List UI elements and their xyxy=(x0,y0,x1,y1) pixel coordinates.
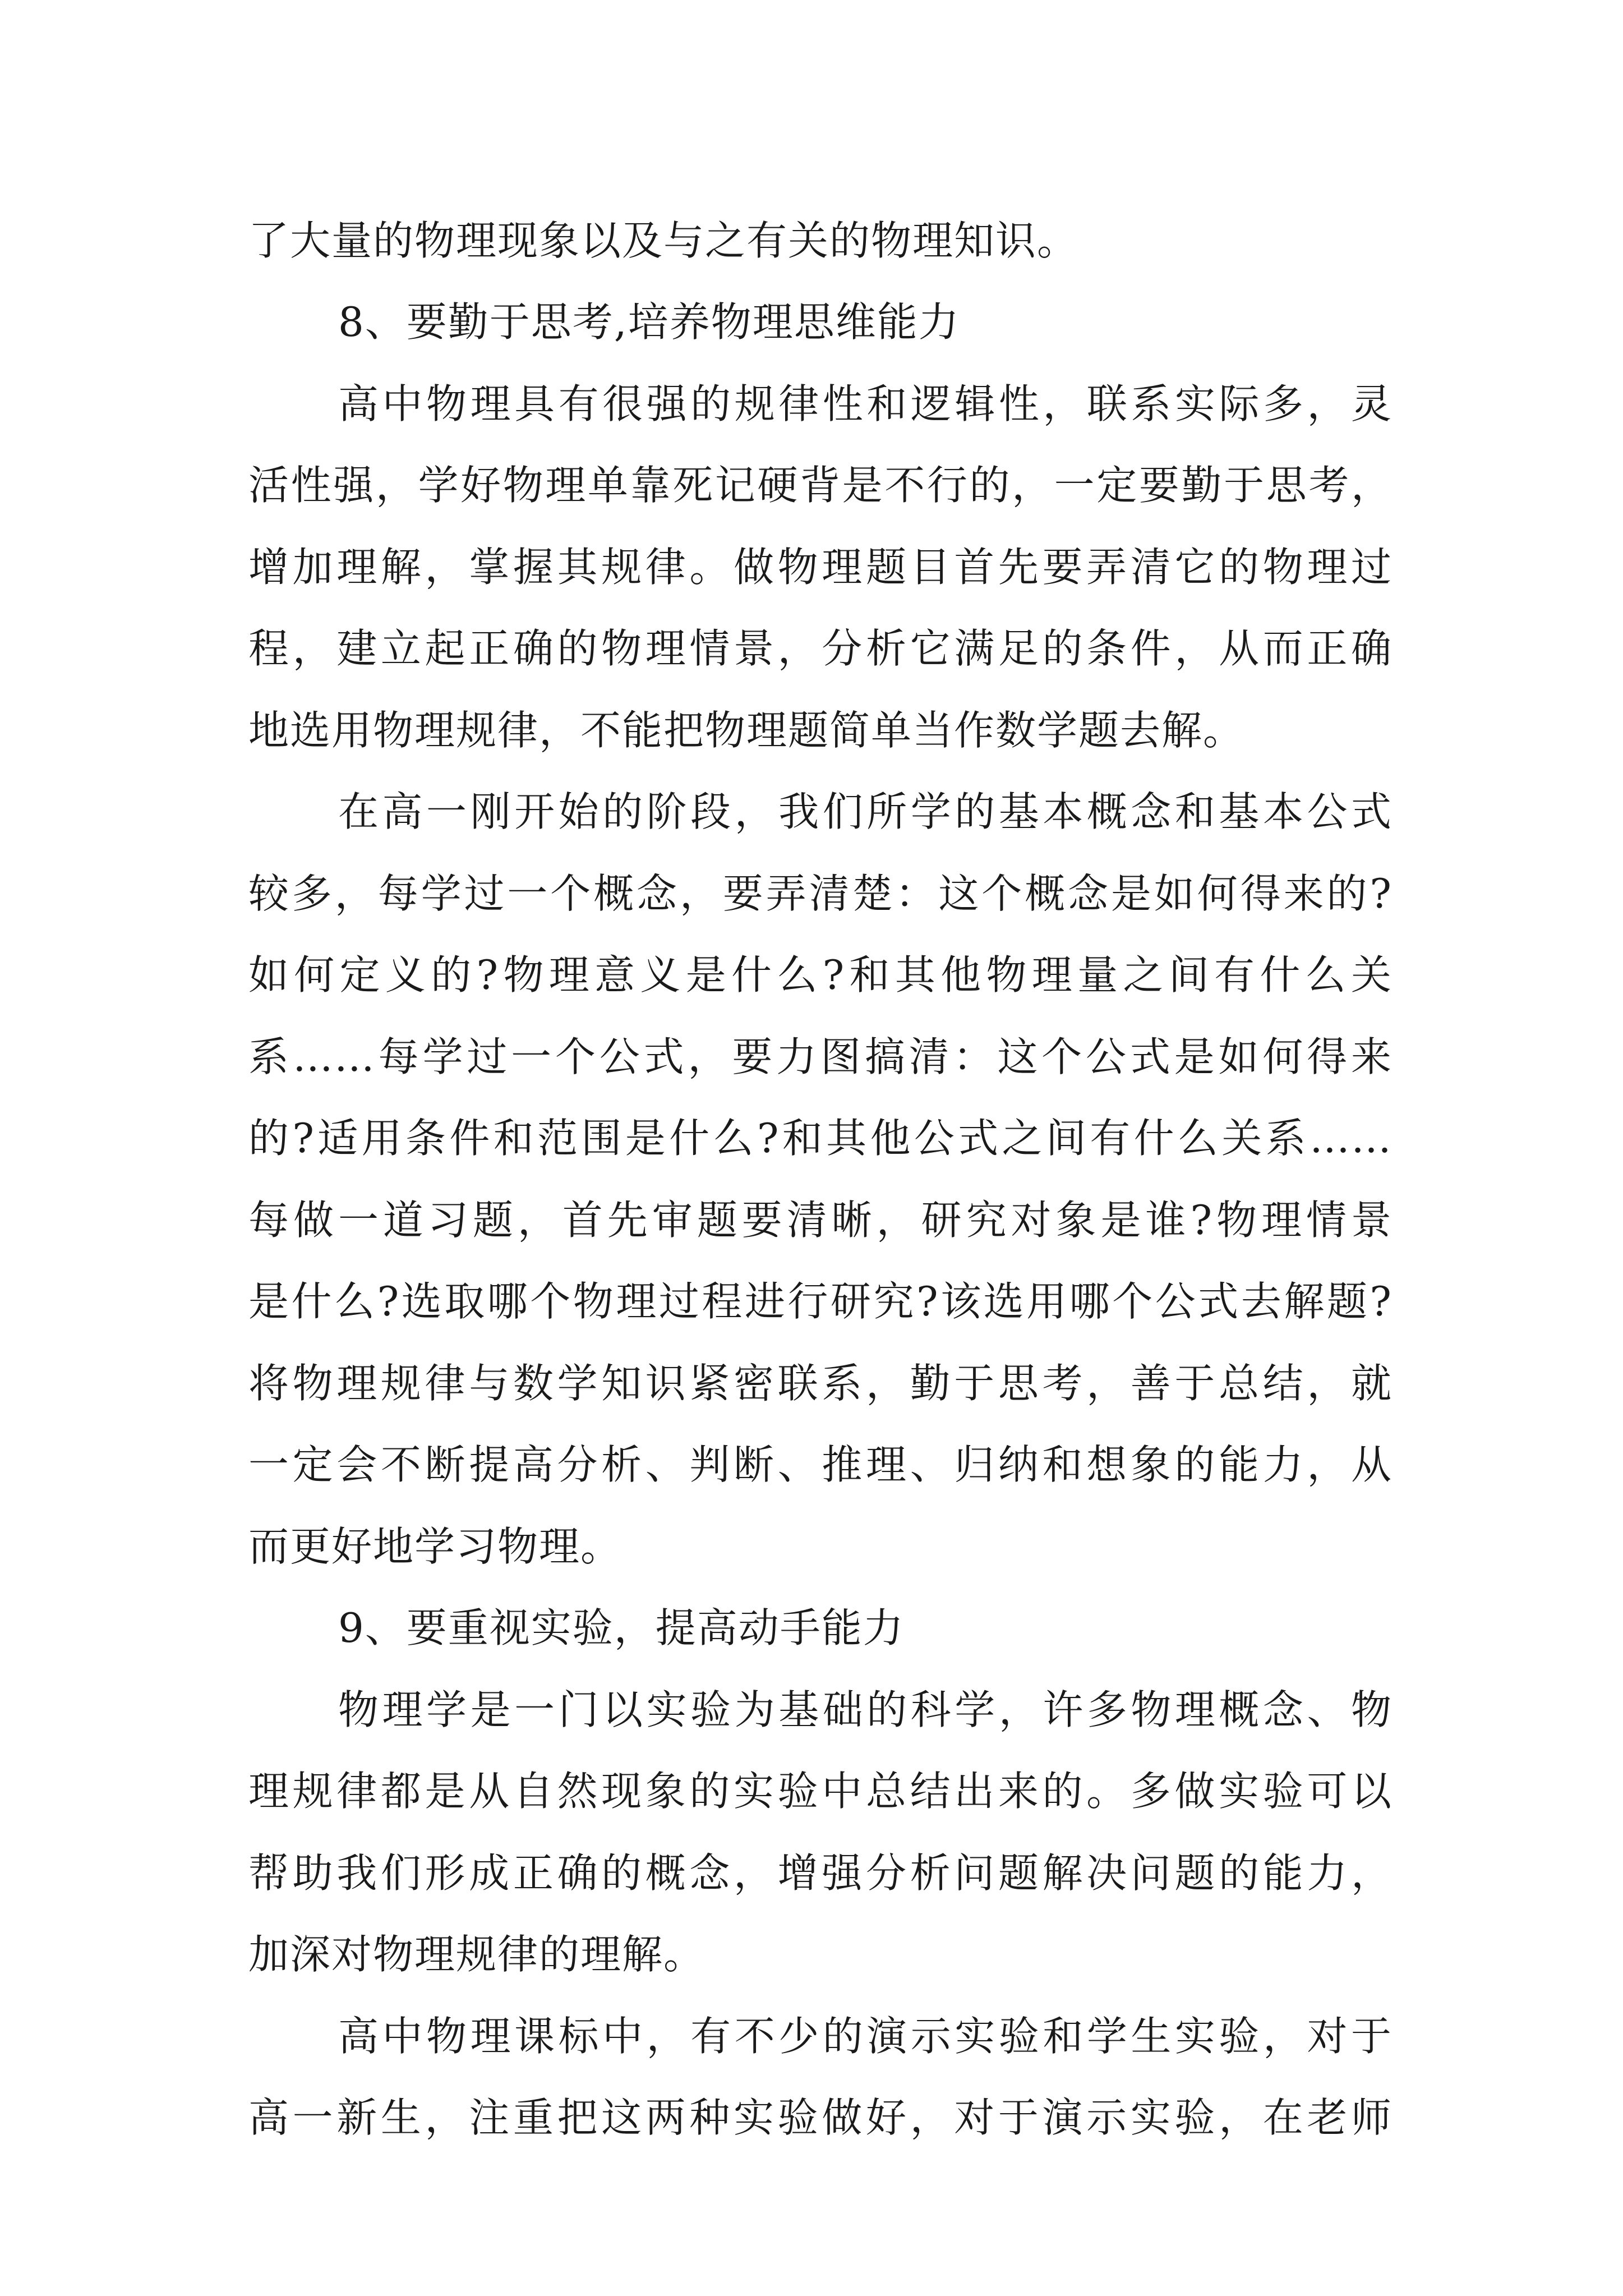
paragraph-line: 高一新生，注重把这两种实验做好，对于演示实验，在老师 xyxy=(248,2094,1393,2141)
paragraph-line: 物理学是一门以实验为基础的科学，许多物理概念、物 xyxy=(338,1686,1393,1733)
paragraph-line: 而更好地学习物理。 xyxy=(248,1523,623,1570)
paragraph-line: 高中物理具有很强的规律性和逻辑性，联系实际多，灵 xyxy=(338,380,1393,427)
paragraph-line: 一定会不断提高分析、判断、推理、归纳和想象的能力，从 xyxy=(248,1441,1393,1488)
paragraph-line: 帮助我们形成正确的概念，增强分析问题解决问题的能力， xyxy=(248,1849,1393,1897)
paragraph-line: 在高一刚开始的阶段，我们所学的基本概念和基本公式 xyxy=(338,788,1393,835)
section-heading: 9、要重视实验，提高动手能力 xyxy=(338,1604,905,1651)
paragraph-line: 是什么?选取哪个物理过程进行研究?该选用哪个公式去解题? xyxy=(248,1278,1393,1325)
paragraph-line: 系……每学过一个公式，要力图搞清：这个公式是如何得来 xyxy=(248,1033,1393,1080)
paragraph-line: 高中物理课标中，有不少的演示实验和学生实验，对于 xyxy=(338,2013,1393,2060)
paragraph-line: 每做一道习题，首先审题要清晰，研究对象是谁?物理情景 xyxy=(248,1197,1393,1244)
paragraph-line: 将物理规律与数学知识紧密联系，勤于思考，善于总结，就 xyxy=(248,1360,1393,1407)
paragraph-line: 加深对物理规律的理解。 xyxy=(248,1931,706,1978)
paragraph-line: 程，建立起正确的物理情景，分析它满足的条件，从而正确 xyxy=(248,625,1393,672)
paragraph-line: 的?适用条件和范围是什么?和其他公式之间有什么关系…… xyxy=(248,1115,1393,1162)
section-heading: 8、要勤于思考,培养物理思维能力 xyxy=(338,298,960,346)
paragraph-line: 活性强，学好物理单靠死记硬背是不行的，一定要勤于思考， xyxy=(248,462,1393,509)
paragraph-line: 了大量的物理现象以及与之有关的物理知识。 xyxy=(248,217,1079,264)
paragraph-line: 较多，每学过一个概念，要弄清楚：这个概念是如何得来的? xyxy=(248,870,1393,917)
paragraph-line: 理规律都是从自然现象的实验中总结出来的。多做实验可以 xyxy=(248,1768,1393,1815)
paragraph-line: 地选用物理规律，不能把物理题简单当作数学题去解。 xyxy=(248,707,1245,754)
paragraph-line: 如何定义的?物理意义是什么?和其他物理量之间有什么关 xyxy=(248,951,1393,999)
paragraph-line: 增加理解，掌握其规律。做物理题目首先要弄清它的物理过 xyxy=(248,544,1393,591)
